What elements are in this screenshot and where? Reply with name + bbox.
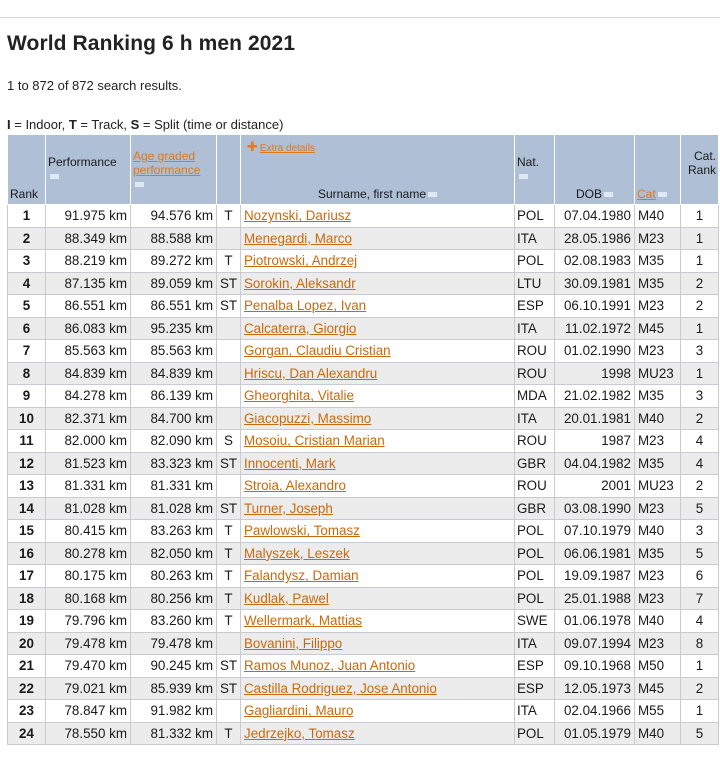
nationality-cell: ESP: [515, 655, 555, 678]
rank-cell: 3: [8, 250, 46, 273]
athlete-name-link[interactable]: Hriscu, Dan Alexandru: [241, 362, 515, 385]
category-cell: M40: [635, 722, 681, 745]
category-cell: M35: [635, 272, 681, 295]
athlete-name-link[interactable]: Ramos Munoz, Juan Antonio: [241, 655, 515, 678]
environment-cell: [217, 385, 241, 408]
nationality-cell: POL: [515, 520, 555, 543]
performance-cell: 84.278 km: [46, 385, 131, 408]
legend-track-text: = Track,: [76, 117, 131, 132]
category-rank-cell: 4: [681, 610, 719, 633]
performance-cell: 82.371 km: [46, 407, 131, 430]
nationality-cell: POL: [515, 250, 555, 273]
dob-cell: 1998: [555, 362, 635, 385]
athlete-name-link[interactable]: Calcaterra, Giorgio: [241, 317, 515, 340]
performance-cell: 91.975 km: [46, 205, 131, 228]
table-row: [8, 295, 719, 318]
athlete-name-link[interactable]: Turner, Joseph: [241, 497, 515, 520]
dob-cell: 09.07.1994: [555, 632, 635, 655]
dob-cell: 11.02.1972: [555, 317, 635, 340]
dob-cell: 06.10.1991: [555, 295, 635, 318]
age-graded-cell: 81.332 km: [131, 722, 217, 745]
legend-split-text: = Split (time or distance): [139, 117, 284, 132]
age-graded-cell: 82.090 km: [131, 430, 217, 453]
age-graded-cell: 86.139 km: [131, 385, 217, 408]
nationality-cell: POL: [515, 722, 555, 745]
category-cell: M35: [635, 250, 681, 273]
header-rank[interactable]: Rank: [8, 135, 46, 205]
nationality-cell: ITA: [515, 407, 555, 430]
rank-cell: 17: [8, 565, 46, 588]
category-cell: M35: [635, 542, 681, 565]
category-cell: M45: [635, 317, 681, 340]
rank-cell: 23: [8, 700, 46, 723]
category-cell: M23: [635, 227, 681, 250]
rank-cell: 18: [8, 587, 46, 610]
rank-cell: 20: [8, 632, 46, 655]
age-graded-cell: 89.059 km: [131, 272, 217, 295]
table-row: [8, 655, 719, 678]
environment-cell: [217, 632, 241, 655]
category-cell: M35: [635, 385, 681, 408]
performance-cell: 80.168 km: [46, 587, 131, 610]
category-rank-cell: 1: [681, 250, 719, 273]
age-graded-cell: 84.839 km: [131, 362, 217, 385]
rank-cell: 12: [8, 452, 46, 475]
performance-cell: 82.000 km: [46, 430, 131, 453]
age-graded-cell: 95.235 km: [131, 317, 217, 340]
table-row: [8, 722, 719, 745]
environment-cell: ST: [217, 452, 241, 475]
table-row: [8, 610, 719, 633]
performance-cell: 86.551 km: [46, 295, 131, 318]
athlete-name-link[interactable]: Sorokin, Aleksandr: [241, 272, 515, 295]
results-count: 1 to 872 of 872 search results.: [7, 78, 182, 93]
athlete-name-link[interactable]: Giacopuzzi, Massimo: [241, 407, 515, 430]
legend: [7, 117, 283, 132]
athlete-name-link[interactable]: Wellermark, Mattias: [241, 610, 515, 633]
category-cell: M23: [635, 340, 681, 363]
table-row: [8, 272, 719, 295]
nationality-cell: ROU: [515, 340, 555, 363]
rank-cell: 10: [8, 407, 46, 430]
category-cell: M23: [635, 565, 681, 588]
legend-indoor-key: I: [7, 117, 11, 132]
nationality-cell: POL: [515, 587, 555, 610]
legend-indoor-text: = Indoor,: [10, 117, 69, 132]
category-rank-cell: 2: [681, 407, 719, 430]
category-rank-cell: 4: [681, 430, 719, 453]
header-cat[interactable]: Cat: [635, 135, 681, 205]
environment-cell: [217, 227, 241, 250]
performance-cell: 80.278 km: [46, 542, 131, 565]
performance-cell: 88.349 km: [46, 227, 131, 250]
dob-cell: 28.05.1986: [555, 227, 635, 250]
athlete-name-link[interactable]: Jedrzejko, Tomasz: [241, 722, 515, 745]
sort-arrow-icon[interactable]: [658, 192, 667, 197]
nationality-cell: MDA: [515, 385, 555, 408]
table-row: [8, 227, 719, 250]
category-rank-cell: 3: [681, 385, 719, 408]
table-header-row: [8, 135, 719, 205]
dob-cell: 02.08.1983: [555, 250, 635, 273]
dob-cell: 04.04.1982: [555, 452, 635, 475]
environment-cell: [217, 362, 241, 385]
environment-cell: S: [217, 430, 241, 453]
athlete-name-link[interactable]: Penalba Lopez, Ivan: [241, 295, 515, 318]
table-row: [8, 677, 719, 700]
nationality-cell: ITA: [515, 632, 555, 655]
category-cell: M55: [635, 700, 681, 723]
category-rank-cell: 5: [681, 497, 719, 520]
ranking-table: [7, 134, 719, 745]
category-cell: M40: [635, 205, 681, 228]
dob-cell: 03.08.1990: [555, 497, 635, 520]
category-rank-cell: 1: [681, 227, 719, 250]
table-row: [8, 542, 719, 565]
performance-cell: 80.175 km: [46, 565, 131, 588]
age-graded-cell: 81.331 km: [131, 475, 217, 498]
performance-cell: 79.021 km: [46, 677, 131, 700]
nationality-cell: ITA: [515, 317, 555, 340]
age-graded-cell: 81.028 km: [131, 497, 217, 520]
performance-cell: 85.563 km: [46, 340, 131, 363]
rank-cell: 7: [8, 340, 46, 363]
dob-cell: 12.05.1973: [555, 677, 635, 700]
category-rank-cell: 5: [681, 542, 719, 565]
dob-cell: 19.09.1987: [555, 565, 635, 588]
age-graded-cell: 83.323 km: [131, 452, 217, 475]
nationality-cell: POL: [515, 565, 555, 588]
nationality-cell: GBR: [515, 452, 555, 475]
category-rank-cell: 5: [681, 722, 719, 745]
header-cat-rank[interactable]: Cat. Rank: [681, 135, 719, 205]
nationality-cell: ROU: [515, 475, 555, 498]
environment-cell: T: [217, 587, 241, 610]
dob-cell: 01.05.1979: [555, 722, 635, 745]
sort-arrow-icon[interactable]: [50, 174, 59, 179]
performance-cell: 81.331 km: [46, 475, 131, 498]
performance-cell: 79.470 km: [46, 655, 131, 678]
rank-cell: 15: [8, 520, 46, 543]
athlete-name-link[interactable]: Mosoiu, Cristian Marian: [241, 430, 515, 453]
age-graded-cell: 83.260 km: [131, 610, 217, 633]
athlete-name-link[interactable]: Bovanini, Filippo: [241, 632, 515, 655]
dob-cell: 02.04.1966: [555, 700, 635, 723]
dob-cell: 30.09.1981: [555, 272, 635, 295]
environment-cell: T: [217, 610, 241, 633]
rank-cell: 2: [8, 227, 46, 250]
table-row: [8, 587, 719, 610]
category-cell: M23: [635, 295, 681, 318]
category-rank-cell: 2: [681, 475, 719, 498]
performance-cell: 81.028 km: [46, 497, 131, 520]
nationality-cell: POL: [515, 205, 555, 228]
performance-cell: 79.478 km: [46, 632, 131, 655]
header-surname[interactable]: ✚ Extra details Surname, first name: [241, 135, 515, 205]
age-graded-cell: 90.245 km: [131, 655, 217, 678]
category-cell: M50: [635, 655, 681, 678]
top-divider: [0, 17, 720, 18]
sort-arrow-icon[interactable]: [135, 182, 144, 187]
rank-cell: 1: [8, 205, 46, 228]
category-rank-cell: 6: [681, 565, 719, 588]
legend-split-key: S: [130, 117, 140, 132]
environment-cell: T: [217, 520, 241, 543]
environment-cell: T: [217, 542, 241, 565]
environment-cell: T: [217, 250, 241, 273]
rank-cell: 5: [8, 295, 46, 318]
environment-cell: [217, 407, 241, 430]
category-rank-cell: 2: [681, 295, 719, 318]
nationality-cell: GBR: [515, 497, 555, 520]
table-row: [8, 317, 719, 340]
dob-cell: 07.04.1980: [555, 205, 635, 228]
age-graded-cell: 91.982 km: [131, 700, 217, 723]
nationality-cell: ROU: [515, 362, 555, 385]
rank-cell: 22: [8, 677, 46, 700]
table-row: [8, 475, 719, 498]
environment-cell: ST: [217, 677, 241, 700]
table-row: [8, 632, 719, 655]
rank-cell: 13: [8, 475, 46, 498]
category-cell: M40: [635, 520, 681, 543]
dob-cell: 25.01.1988: [555, 587, 635, 610]
category-rank-cell: 3: [681, 520, 719, 543]
sort-arrow-icon[interactable]: [604, 192, 613, 197]
rank-cell: 8: [8, 362, 46, 385]
environment-cell: T: [217, 205, 241, 228]
rank-cell: 16: [8, 542, 46, 565]
environment-cell: ST: [217, 295, 241, 318]
age-graded-cell: 88.588 km: [131, 227, 217, 250]
performance-cell: 79.796 km: [46, 610, 131, 633]
performance-cell: 86.083 km: [46, 317, 131, 340]
category-cell: M23: [635, 497, 681, 520]
rank-cell: 6: [8, 317, 46, 340]
sort-arrow-icon[interactable]: [519, 174, 528, 179]
category-rank-cell: 1: [681, 317, 719, 340]
table-row: [8, 362, 719, 385]
age-graded-cell: 85.563 km: [131, 340, 217, 363]
rank-cell: 11: [8, 430, 46, 453]
table-row: [8, 340, 719, 363]
performance-cell: 80.415 km: [46, 520, 131, 543]
environment-cell: [217, 700, 241, 723]
rank-cell: 24: [8, 722, 46, 745]
athlete-name-link[interactable]: Nozynski, Dariusz: [241, 205, 515, 228]
age-graded-cell: 80.263 km: [131, 565, 217, 588]
nationality-cell: ITA: [515, 700, 555, 723]
table-row: [8, 700, 719, 723]
category-cell: M23: [635, 632, 681, 655]
category-rank-cell: 1: [681, 205, 719, 228]
rank-cell: 19: [8, 610, 46, 633]
athlete-name-link[interactable]: Malyszek, Leszek: [241, 542, 515, 565]
nationality-cell: SWE: [515, 610, 555, 633]
dob-cell: 01.02.1990: [555, 340, 635, 363]
athlete-name-link[interactable]: Gheorghita, Vitalie: [241, 385, 515, 408]
rank-cell: 14: [8, 497, 46, 520]
performance-cell: 78.550 km: [46, 722, 131, 745]
legend-track-key: T: [68, 117, 77, 132]
category-cell: MU23: [635, 475, 681, 498]
nationality-cell: ROU: [515, 430, 555, 453]
category-rank-cell: 2: [681, 272, 719, 295]
dob-cell: 01.06.1978: [555, 610, 635, 633]
athlete-name-link[interactable]: Stroia, Alexandro: [241, 475, 515, 498]
header-age-graded[interactable]: Age graded performance: [131, 135, 217, 205]
category-cell: M23: [635, 430, 681, 453]
table-row: [8, 430, 719, 453]
nationality-cell: POL: [515, 542, 555, 565]
table-row: [8, 205, 719, 228]
header-env: [217, 135, 241, 205]
performance-cell: 81.523 km: [46, 452, 131, 475]
environment-cell: [217, 317, 241, 340]
dob-cell: 09.10.1968: [555, 655, 635, 678]
table-row: [8, 565, 719, 588]
performance-cell: 84.839 km: [46, 362, 131, 385]
environment-cell: ST: [217, 655, 241, 678]
category-rank-cell: 2: [681, 677, 719, 700]
age-graded-cell: 80.256 km: [131, 587, 217, 610]
header-nat[interactable]: Nat.: [515, 135, 555, 205]
page-title: World Ranking 6 h men 2021: [7, 32, 296, 55]
dob-cell: 21.02.1982: [555, 385, 635, 408]
category-rank-cell: 7: [681, 587, 719, 610]
performance-cell: 87.135 km: [46, 272, 131, 295]
age-graded-cell: 83.263 km: [131, 520, 217, 543]
rank-cell: 4: [8, 272, 46, 295]
category-rank-cell: 1: [681, 362, 719, 385]
nationality-cell: LTU: [515, 272, 555, 295]
athlete-name-link[interactable]: Gorgan, Claudiu Cristian: [241, 340, 515, 363]
dob-cell: 20.01.1981: [555, 407, 635, 430]
table-row: [8, 452, 719, 475]
nationality-cell: ESP: [515, 677, 555, 700]
extra-details-toggle[interactable]: ✚ Extra details: [247, 139, 315, 154]
table-row: [8, 385, 719, 408]
category-rank-cell: 1: [681, 700, 719, 723]
rank-cell: 9: [8, 385, 46, 408]
category-rank-cell: 1: [681, 655, 719, 678]
athlete-name-link[interactable]: Innocenti, Mark: [241, 452, 515, 475]
sort-arrow-icon[interactable]: [428, 192, 437, 197]
category-rank-cell: 8: [681, 632, 719, 655]
dob-cell: 07.10.1979: [555, 520, 635, 543]
age-graded-cell: 79.478 km: [131, 632, 217, 655]
athlete-name-link[interactable]: Menegardi, Marco: [241, 227, 515, 250]
dob-cell: 2001: [555, 475, 635, 498]
table-row: [8, 407, 719, 430]
athlete-name-link[interactable]: Gagliardini, Mauro: [241, 700, 515, 723]
rank-cell: 21: [8, 655, 46, 678]
category-cell: M45: [635, 677, 681, 700]
environment-cell: [217, 475, 241, 498]
category-rank-cell: 4: [681, 452, 719, 475]
age-graded-cell: 85.939 km: [131, 677, 217, 700]
age-graded-cell: 84.700 km: [131, 407, 217, 430]
category-cell: M40: [635, 610, 681, 633]
plus-icon: ✚: [247, 139, 258, 154]
table-row: [8, 520, 719, 543]
performance-cell: 88.219 km: [46, 250, 131, 273]
age-graded-cell: 94.576 km: [131, 205, 217, 228]
environment-cell: T: [217, 722, 241, 745]
category-cell: M40: [635, 407, 681, 430]
dob-cell: 1987: [555, 430, 635, 453]
dob-cell: 06.06.1981: [555, 542, 635, 565]
table-row: [8, 250, 719, 273]
athlete-name-link[interactable]: Piotrowski, Andrzej: [241, 250, 515, 273]
nationality-cell: ITA: [515, 227, 555, 250]
category-cell: M35: [635, 452, 681, 475]
athlete-name-link[interactable]: Castilla Rodriguez, Jose Antonio: [241, 677, 515, 700]
environment-cell: ST: [217, 272, 241, 295]
header-performance[interactable]: Performance: [46, 135, 131, 205]
environment-cell: ST: [217, 497, 241, 520]
category-cell: M23: [635, 587, 681, 610]
category-rank-cell: 3: [681, 340, 719, 363]
category-cell: MU23: [635, 362, 681, 385]
athlete-name-link[interactable]: Kudlak, Pawel: [241, 587, 515, 610]
header-dob[interactable]: DOB: [555, 135, 635, 205]
environment-cell: [217, 340, 241, 363]
age-graded-cell: 82.050 km: [131, 542, 217, 565]
age-graded-cell: 89.272 km: [131, 250, 217, 273]
athlete-name-link[interactable]: Pawlowski, Tomasz: [241, 520, 515, 543]
age-graded-cell: 86.551 km: [131, 295, 217, 318]
environment-cell: T: [217, 565, 241, 588]
performance-cell: 78.847 km: [46, 700, 131, 723]
table-row: [8, 497, 719, 520]
athlete-name-link[interactable]: Falandysz, Damian: [241, 565, 515, 588]
nationality-cell: ESP: [515, 295, 555, 318]
